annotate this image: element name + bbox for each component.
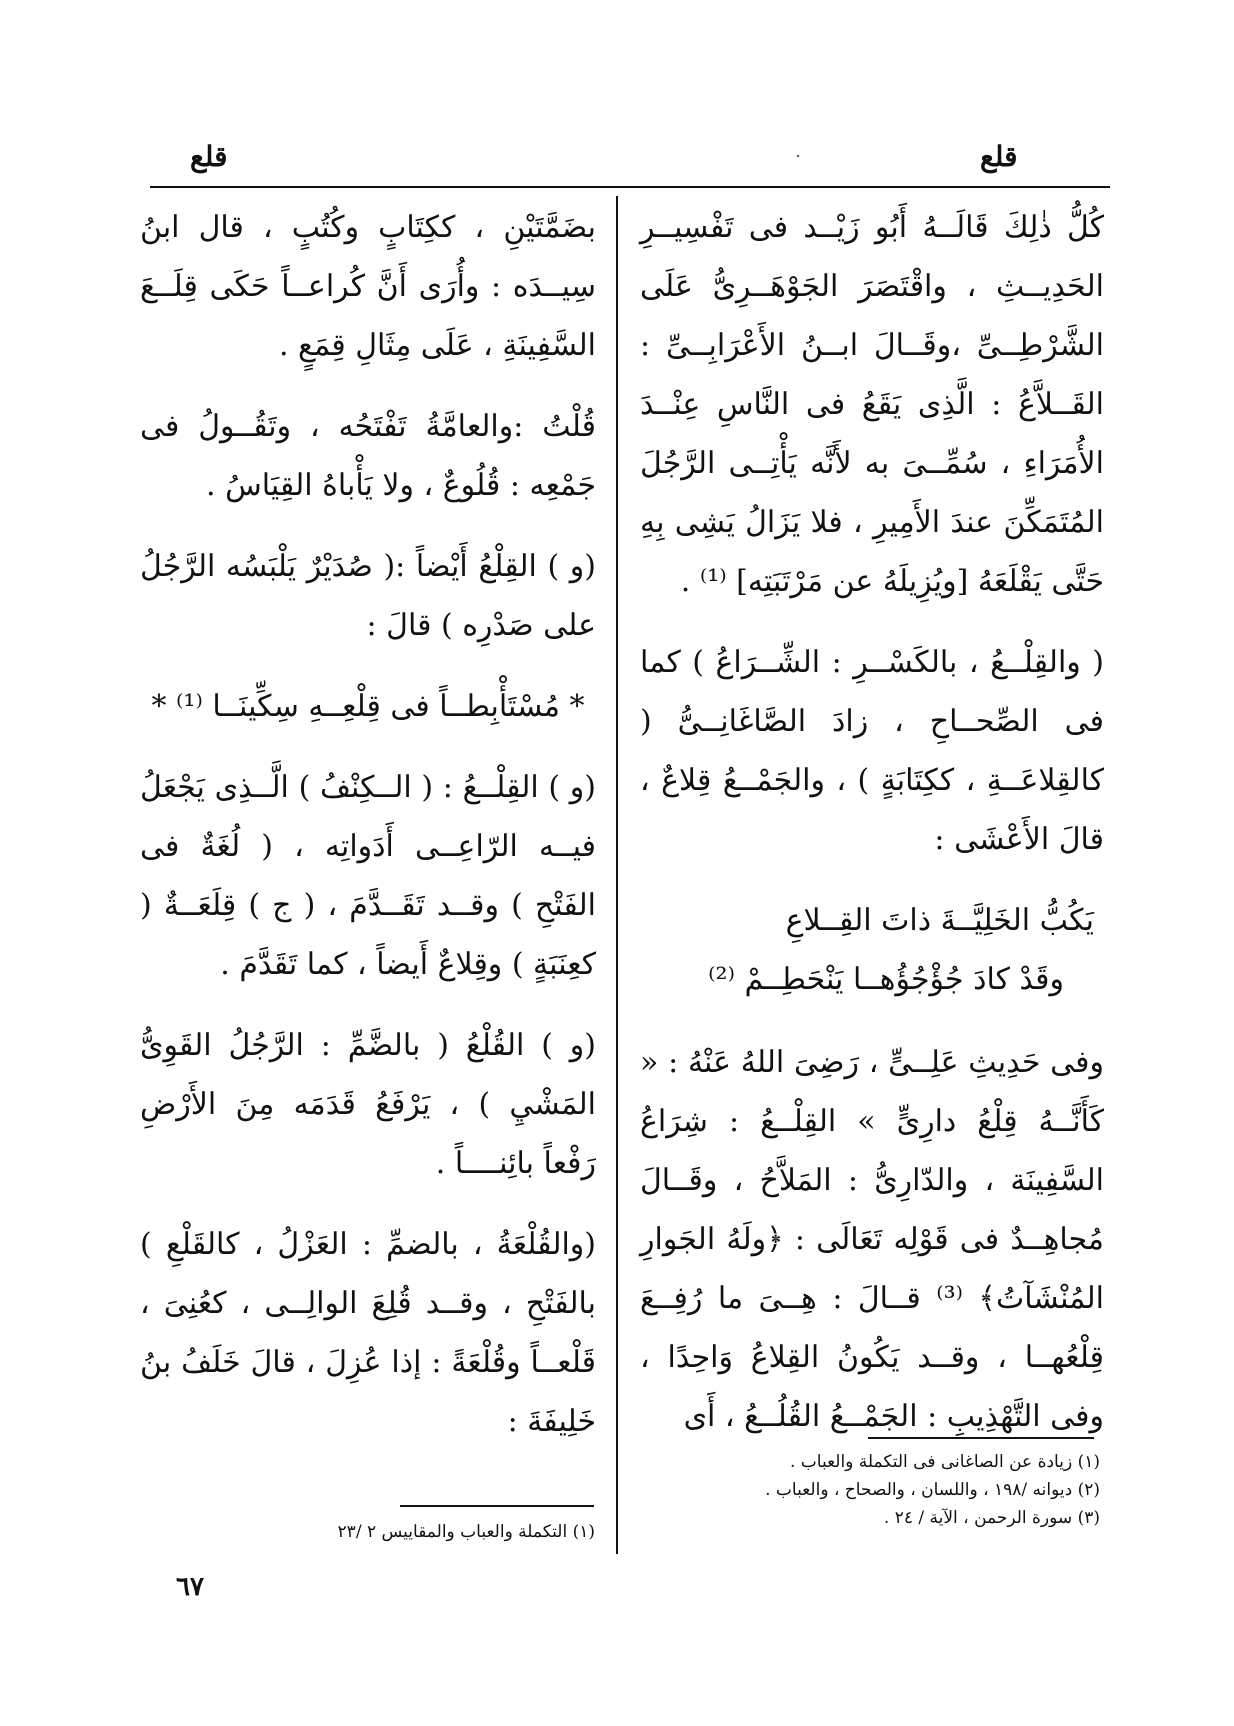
footnote-2: (٢) ديوانه /١٩٨ ، واللسان ، والصحاح ، والعباب . [765, 1480, 1100, 1500]
footnote-rule-left [400, 1505, 594, 1507]
footnote-rule-right [868, 1437, 1094, 1439]
right-column [640, 198, 1104, 1468]
left-paragraph-1: بضَمَّتَيْنِ ، ككِتَابٍ وكُتُبٍ ، قال ابنُ سِيــدَه : وأُرَى أَنَّ كُراعــاً حَكَى قِلَــعَ السَّفِينَةِ ، عَلَى مِثَالِ قِمَعٍ . [140, 210, 596, 363]
left-paragraph-3: (و ) القِلْعُ أَيْضاً :( صُدَيْرٌ يَلْبَسُه الرَّجُلُ على صَدْرِه ) قالَ : [140, 549, 596, 643]
right-paragraph-2: ( والقِلْــعُ ، بالكَسْــرِ : الشِّــرَاعُ ) كما فى الصِّحــاحِ ، زادَ الصَّاغَانِــىُّ ( كالقِلاعَــةِ ، ككِتَابَةٍ ) ، والجَمْــعُ قِلاعٌ ، قالَ الأَعْشَى : [640, 645, 1104, 857]
header-rule [150, 186, 1110, 188]
verse-hemistich-2: وقَدْ كادَ جُؤْجُؤُهــا يَنْحَطِــمْ ⁽²⁾ [708, 962, 1064, 997]
headword-right: قلع [980, 140, 1018, 173]
footnote-1: (١) زيادة عن الصاغانى فى التكملة والعباب . [789, 1452, 1100, 1472]
right-verse [640, 891, 1104, 1009]
left-paragraph-2: قُلْتُ :والعامَّةُ تَفْتَحُه ، وتَقُــولُ فى جَمْعِه : قُلُوعٌ ، ولا يَأْباهُ القِيَاسُ . [140, 409, 596, 503]
headword-left: قلع [190, 140, 228, 173]
left-paragraph-6: (والقُلْعَةُ ، بالضمِّ : العَزْلُ ، كالقَلْعِ ) بالفَتْحِ ، وقــد قُلِعَ الوالِــى ، كعُنِىَ ، قَلْعــاً وقُلْعَةً : إذا عُزِلَ ، قالَ خَلَفُ بنُ خَلِيفَةَ : [140, 1227, 596, 1439]
column-divider [616, 196, 618, 1554]
ink-speck [797, 155, 799, 157]
left-paragraph-5: (و ) القُلْعُ ( بالضَّمِّ : الرَّجُلُ القَوِىُّ المَشْيِ ) ، يَرْفَعُ قَدَمَه مِنَ الأَرْضِ رَفْعاً بائِنــــاً . [140, 1028, 596, 1181]
left-column [140, 198, 596, 1473]
right-paragraph-3: وفى حَدِيثِ عَلِــىٍّ ، رَضِىَ اللهُ عَنْهُ : « كَأَنَّــهُ قِلْعُ دارِىٍّ » القِلْــعُ : شِرَاعُ السَّفِينَة ، والدّارِىُّ : المَلاَّحُ ، وقَــالَ مُجاهِــدٌ فى قَوْلِه تَعَالَى : ﴿ولَهُ الجَوارِ المُنْشَآتُ﴾ ⁽³⁾ قــالَ : هِــىَ ما رُفِــعَ قِلْعُهــا ، وقــد يَكُونُ القِلاعُ وَاحِدًا ، وفى التَّهْذِيبِ : الجَمْــعُ القُلُــعُ ، أَى [640, 1045, 1105, 1434]
page-number: ٦٧ [176, 1572, 204, 1602]
left-verse: * مُسْتَأْبِطــاً فى قِلْعِــهِ سِكِّينَــا ⁽¹⁾ * [151, 689, 585, 724]
verse-hemistich-1: يَكُبُّ الخَلِيَّــةَ ذاتَ القِــلاعِ [785, 903, 1094, 938]
footnotes-right [740, 1448, 1100, 1532]
footnote-3: (٣) سورة الرحمن ، الآية / ٢٤ . [883, 1508, 1100, 1528]
right-paragraph-1: كُلُّ ذٰلِكَ قَالَــهُ أَبُو زَيْــد فى تَفْسِيــرِ الحَدِيــثِ ، واقْتَصَرَ الجَوْهَــرِىُّ عَلَى الشَّرْطِــىِّ ،وقَــالَ ابــنُ الأَعْرَابِــىِّ : القَــلاَّعُ : الَّذِى يَقَعُ فى النَّاسِ عِنْــدَ الأُمَرَاءِ ، سُمِّــىَ به لأَنَّه يَأْتِــى الرَّجُلَ المُتَمَكِّنَ عندَ الأَمِيرِ ، فلا يَزَالُ يَشِى بِهِ حَتَّى يَقْلَعَهُ [ويُزِيلَهُ عن مَرْتَبَتِه] ⁽¹⁾ . [640, 210, 1104, 599]
footnotes-left [250, 1518, 595, 1546]
left-paragraph-4: (و ) القِلْــعُ : ( الــكِنْفُ ) الَّــذِى يَجْعَلُ فيــه الرّاعِــى أَدَواتِه ، ( لُغَةٌ فى الفَتْحِ ) وقــد تَقَــدَّمَ ، ( ج ) قِلَعَــةٌ ( كعِنَبَةٍ ) وقِلاعٌ أَيضاً ، كما تَقَدَّمَ . [140, 770, 596, 982]
footnote-left-1: (١) التكملة والعباب والمقاييس ٢ /٢٣ [337, 1522, 595, 1542]
